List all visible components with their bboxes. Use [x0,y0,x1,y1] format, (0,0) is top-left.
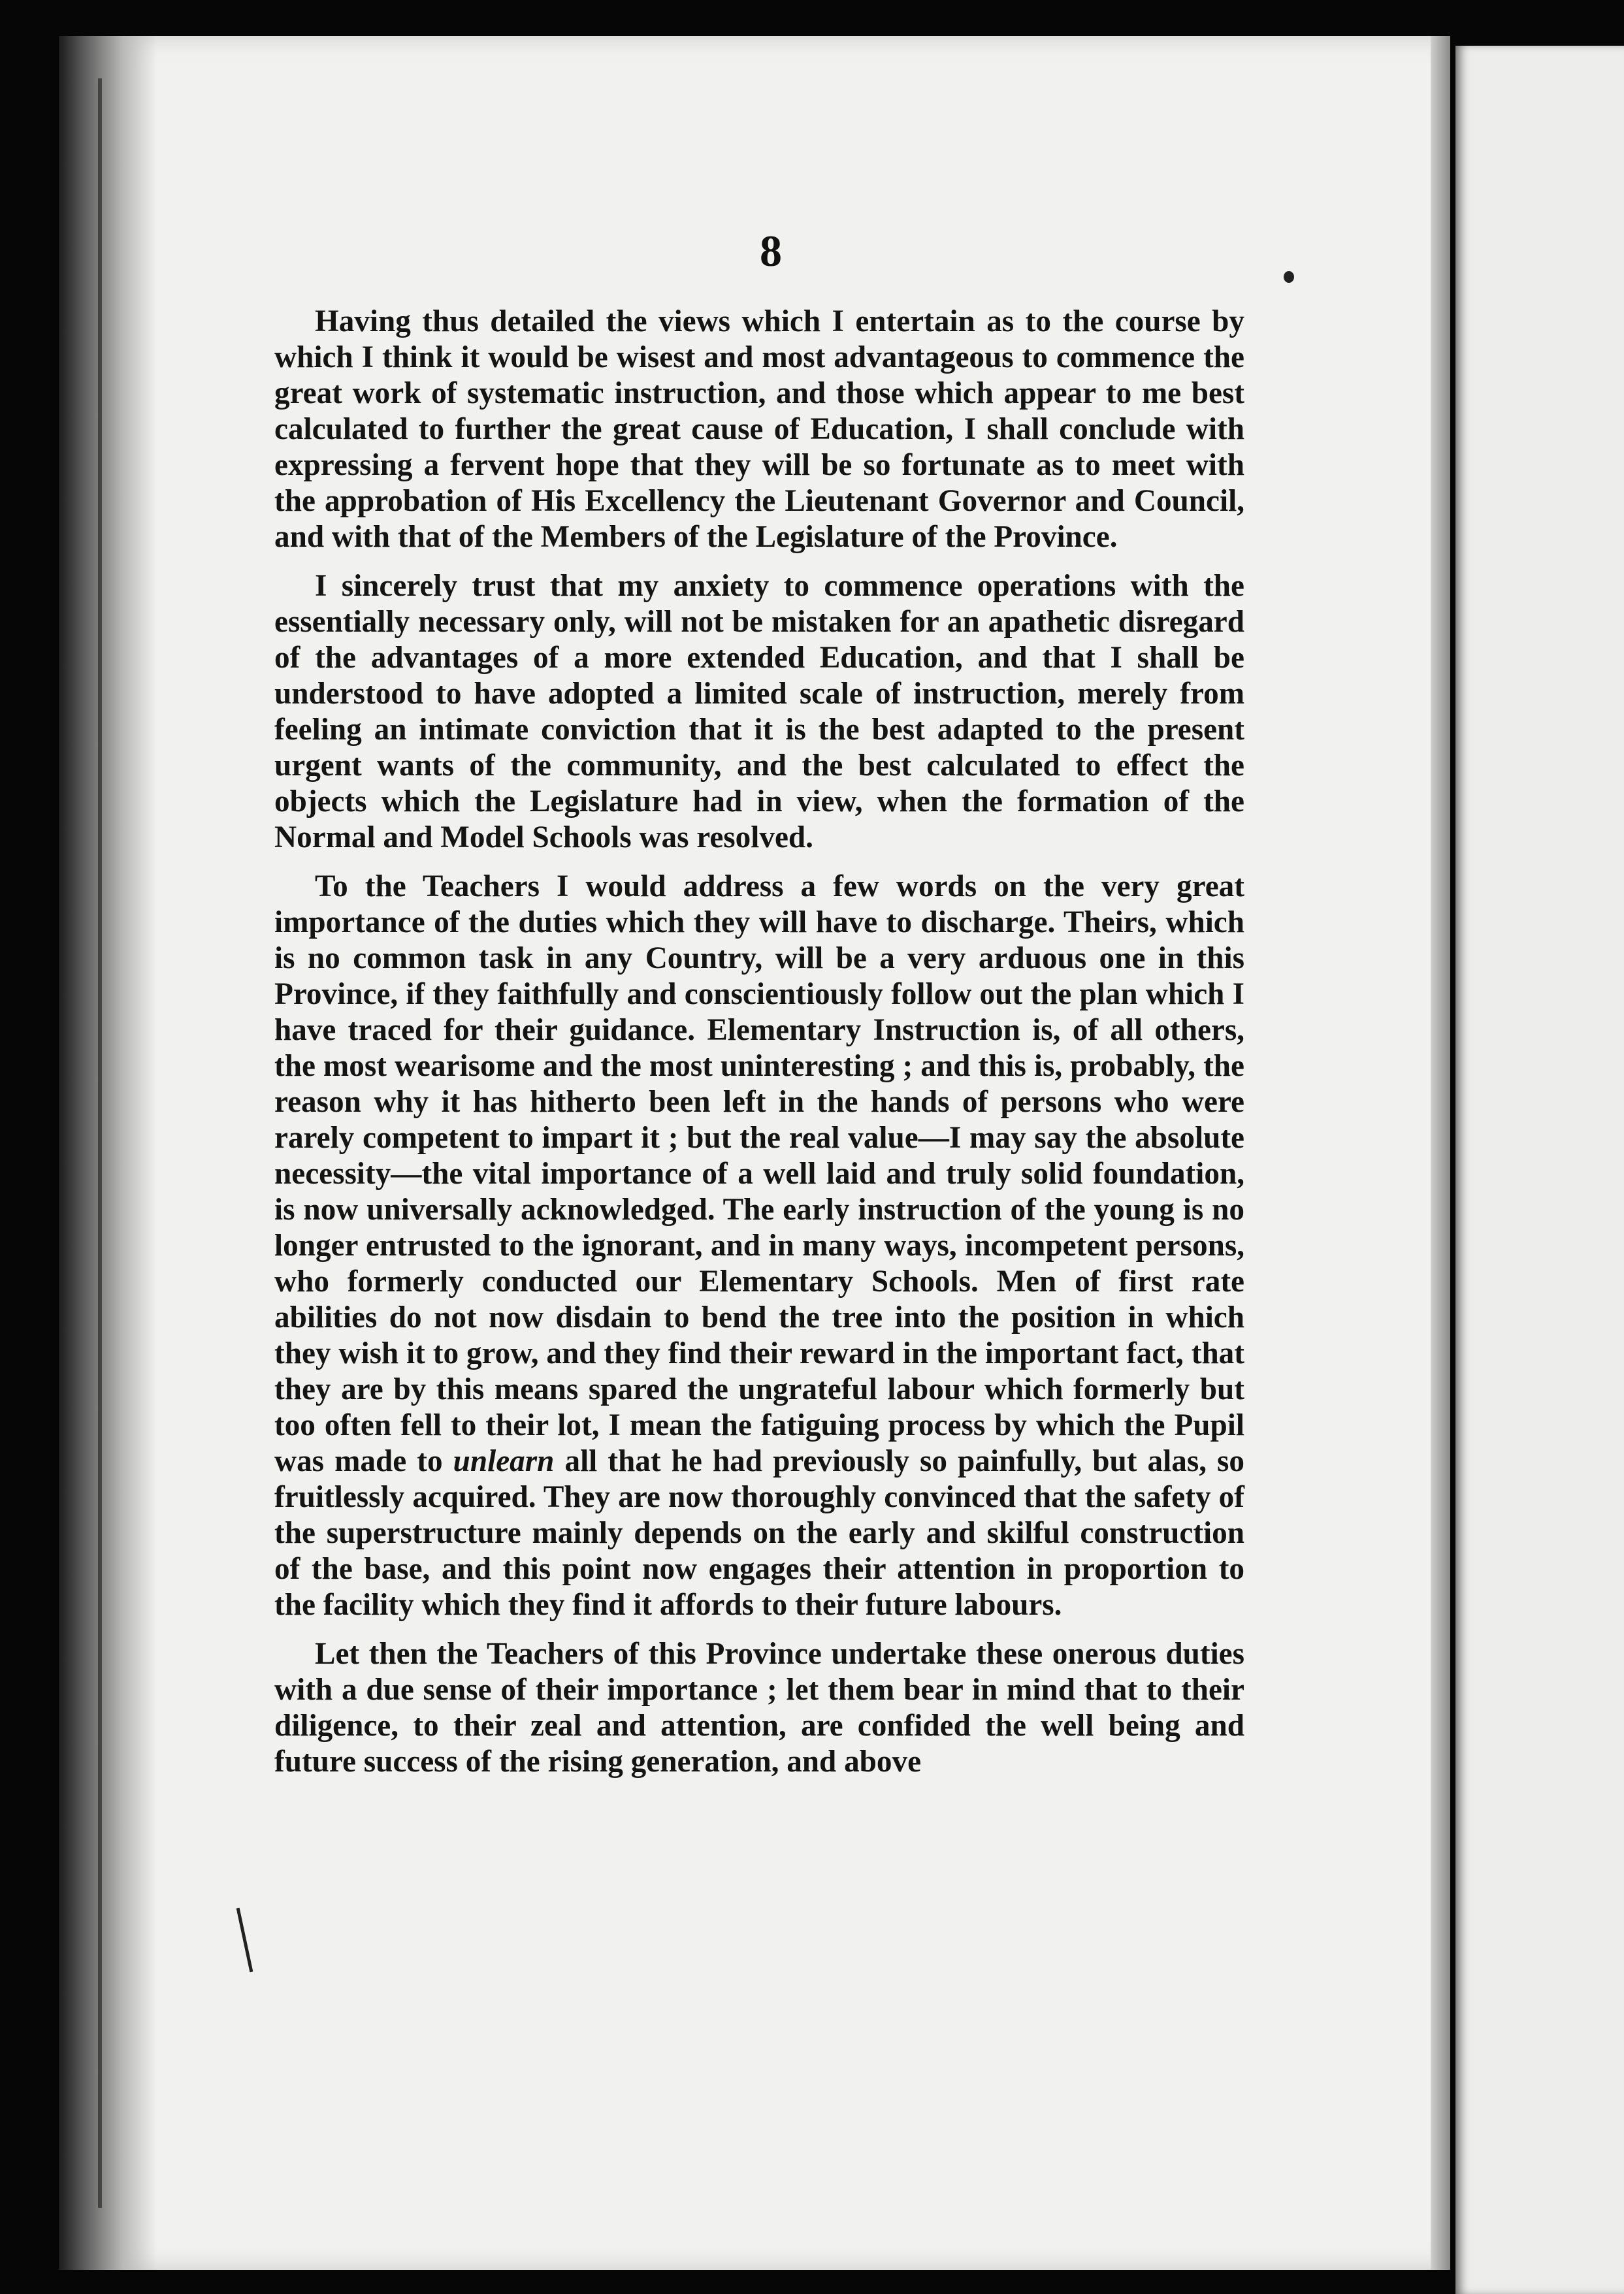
paragraph-3-tail: all that he had previously so painfully, but alas, so fruitlessly acquired. They are now thoroughly convinced that the safety of the superstructure mainly depends on the early and skilful construction of the base, and this point now engages their attention in proportion to the facility which they find it affords to their future labours. [274,1444,1245,1622]
paragraph-3-lead: To the Teachers I would address a few words on the very great importance of the duties which they will have to discharge. Theirs, which is no common task in any Country, will be a very arduous one in this Province, if they faithfully and conscientiously follow out the plan which I have traced for their guidance. Elementary Instruction is, of all others, the most wearisome and the most uninteresting ; and this is, probably, the reason why it has hitherto been left in the hands of persons who were rarely competent to impart it ; but the real value—I may say the absolute necessity—the vital importance of a well laid and truly solid foundation, is now universally acknowledged. The early instruction of the young is no longer entrusted to the ignorant, and in many ways, incompetent persons, who formerly conducted our Elementary Schools. Men of first rate abilities do not now disdain to bend the tree into the position in which they wish it to grow, and they find their reward in the important fact, that they are by this means spared the ungrateful labour which formerly but too often fell to their lot, I mean the fatiguing process by which the Pupil was made to [274,869,1244,1478]
book-binding-shadow [59,36,157,2270]
body-text [274,304,1244,1780]
italic-word: unlearn [453,1444,555,1478]
page-number: 8 [760,226,782,276]
binding-edge-line [98,78,102,2208]
page-gutter [1431,36,1450,2270]
paragraph-3 [274,869,1244,1623]
ink-spot [1284,271,1294,283]
paragraph-4: Let then the Teachers of this Province undertake these onerous duties with a due sense of their importance ; let them bear in mind that to their diligence, to their zeal and attention, are confided the well being and future success of the rising generation, and above [274,1637,1244,1779]
paragraph-1: Having thus detailed the views which I entertain as to the course by which I think it would be wisest and most advantageous to commence the great work of systematic instruction, and those which appear to me best calculated to further the great cause of Education, I shall conclude with expressing a fervent hope that they will be so fortunate as to meet with the approbation of His Excellency the Lieutenant Governor and Council, and with that of the Members of the Legislature of the Province. [274,304,1244,554]
paragraph-2: I sincerely trust that my anxiety to commence operations with the essentially necessary only, will not be mistaken for an apathetic disregard of the advantages of a more extended Education, and that I shall be understood to have adopted a limited scale of instruction, merely from feeling an intimate conviction that it is the best adapted to the present urgent wants of the community, and the best calculated to effect the objects which the Legislature had in view, when the formation of the Normal and Model Schools was resolved. [274,569,1244,854]
adjacent-page-edge [1455,46,1624,2294]
